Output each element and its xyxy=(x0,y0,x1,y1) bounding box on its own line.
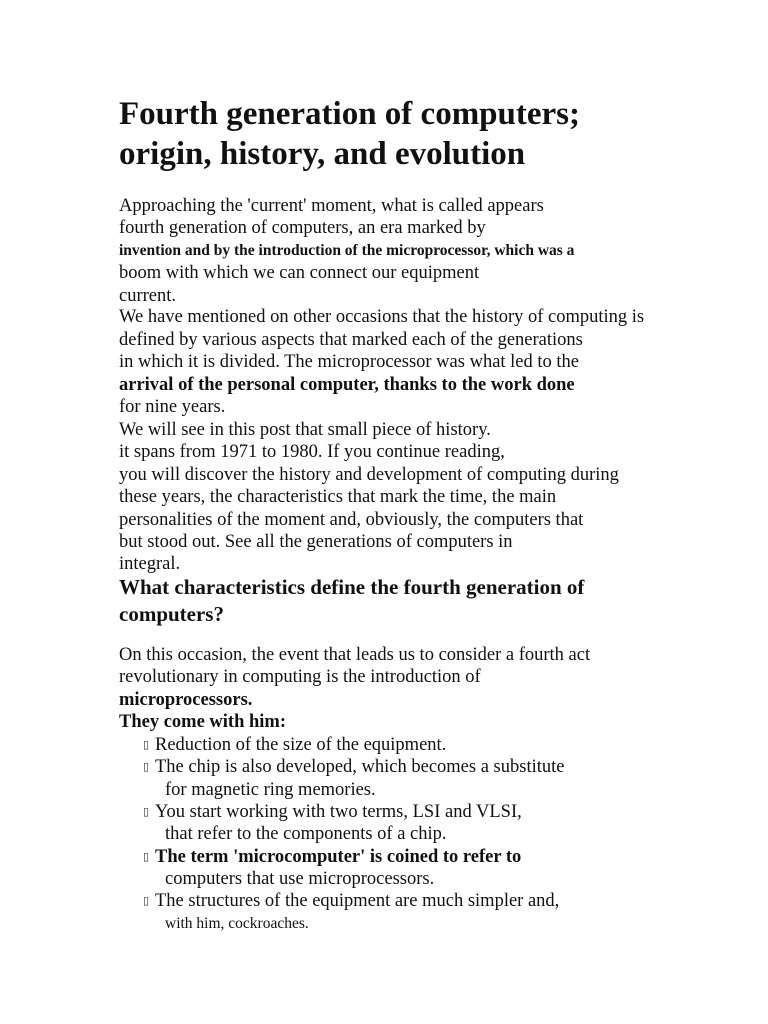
list-item-continuation: with him, cockroaches. xyxy=(165,915,309,932)
section-paragraph-line: On this occasion, the event that leads us to consider a fourth act xyxy=(119,645,591,665)
intro-line: current. xyxy=(119,286,177,306)
list-item-text: Reduction of the size of the equipment. xyxy=(155,735,447,755)
list-item xyxy=(143,801,522,823)
intro-line: these years, the characteristics that mark the time, the main xyxy=(119,487,557,507)
section-paragraph-line: revolutionary in computing is the introduction of xyxy=(119,667,481,687)
intro-line: defined by various aspects that marked each of the generations xyxy=(119,330,583,350)
list-item-text: The term 'microcomputer' is coined to refer to xyxy=(155,847,522,867)
list-item-continuation: that refer to the components of a chip. xyxy=(165,824,447,844)
section-heading-line-1: What characteristics define the fourth generation of xyxy=(119,575,585,599)
bullet-box-icon: ▯ xyxy=(143,738,150,751)
intro-line: We have mentioned on other occasions that the history of computing is xyxy=(119,307,645,327)
intro-line: you will discover the history and development of computing during xyxy=(119,465,619,485)
bullet-box-icon: ▯ xyxy=(143,894,150,907)
bullet-box-icon: ▯ xyxy=(143,805,150,818)
list-item xyxy=(143,756,564,778)
section-paragraph-bold: They come with him: xyxy=(119,712,286,732)
list-item-text: The chip is also developed, which becomes a substitute xyxy=(155,757,565,777)
title-line-2: origin, history, and evolution xyxy=(119,136,526,172)
section-paragraph-bold: microprocessors. xyxy=(119,690,253,710)
intro-line: Approaching the 'current' moment, what is called appears xyxy=(119,196,544,216)
intro-line: it spans from 1971 to 1980. If you continue reading, xyxy=(119,442,505,462)
intro-line: in which it is divided. The microprocessor was what led to the xyxy=(119,352,580,372)
section-heading-line-2: computers? xyxy=(119,602,224,626)
list-item-text: The structures of the equipment are much simpler and, xyxy=(155,891,560,911)
list-item-continuation: for magnetic ring memories. xyxy=(165,780,376,800)
intro-line: We will see in this post that small piece of history. xyxy=(119,420,491,440)
bullet-box-icon: ▯ xyxy=(143,760,150,773)
bullet-box-icon: ▯ xyxy=(143,850,150,863)
intro-line: but stood out. See all the generations of computers in xyxy=(119,532,513,552)
intro-line-bold: invention and by the introduction of the microprocessor, which was a xyxy=(119,242,575,259)
list-item xyxy=(143,890,559,912)
intro-line: integral. xyxy=(119,554,181,574)
list-item xyxy=(143,846,521,868)
list-item-text: You start working with two terms, LSI and VLSI, xyxy=(155,802,522,822)
list-item-continuation: computers that use microprocessors. xyxy=(165,869,435,889)
page-title xyxy=(119,94,719,174)
intro-line: personalities of the moment and, obviously, the computers that xyxy=(119,510,584,530)
intro-line-bold: arrival of the personal computer, thanks to the work done xyxy=(119,375,575,395)
title-line-1: Fourth generation of computers; xyxy=(119,96,581,132)
list-item xyxy=(143,734,446,756)
intro-line: fourth generation of computers, an era marked by xyxy=(119,218,486,238)
intro-line: for nine years. xyxy=(119,397,226,417)
intro-line: boom with which we can connect our equipment xyxy=(119,263,480,283)
